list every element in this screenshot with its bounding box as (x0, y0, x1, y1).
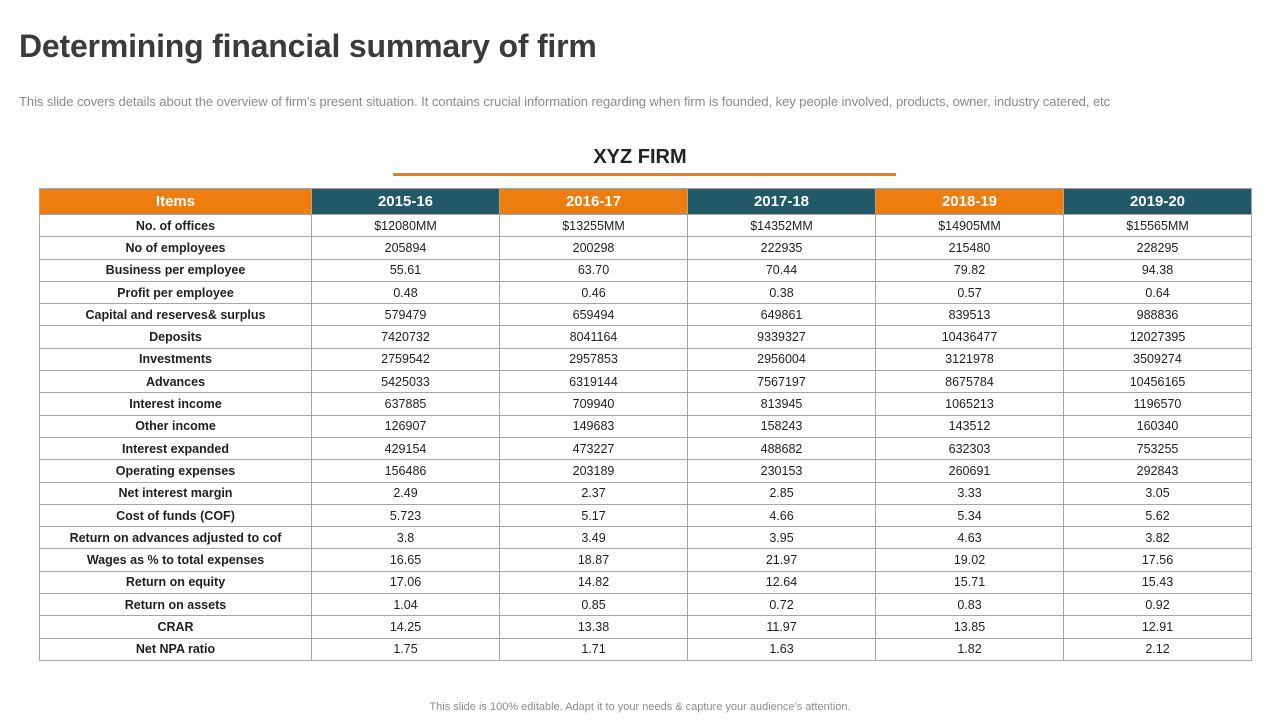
value-cell: 429154 (312, 437, 500, 459)
table-row (40, 237, 1252, 259)
value-cell: 55.61 (312, 259, 500, 281)
value-cell: 12.64 (688, 571, 876, 593)
value-cell: $13255MM (500, 215, 688, 237)
value-cell: 3.05 (1064, 482, 1252, 504)
value-cell: 3509274 (1064, 348, 1252, 370)
value-cell: 292843 (1064, 460, 1252, 482)
value-cell: 14.82 (500, 571, 688, 593)
table-row (40, 415, 1252, 437)
value-cell: 13.85 (876, 616, 1064, 638)
value-cell: 659494 (500, 304, 688, 326)
value-cell: 0.57 (876, 281, 1064, 303)
value-cell: 3.95 (688, 527, 876, 549)
value-cell: 3.33 (876, 482, 1064, 504)
value-cell: 5.17 (500, 504, 688, 526)
table-row (40, 571, 1252, 593)
header-2016-17: 2016-17 (500, 189, 688, 215)
row-label-cell: Interest income (40, 393, 312, 415)
value-cell: 7420732 (312, 326, 500, 348)
table-body (40, 215, 1252, 661)
table-row (40, 326, 1252, 348)
table-row (40, 348, 1252, 370)
value-cell: 2957853 (500, 348, 688, 370)
row-label-cell: CRAR (40, 616, 312, 638)
value-cell: 205894 (312, 237, 500, 259)
table-row (40, 638, 1252, 660)
value-cell: 473227 (500, 437, 688, 459)
row-label-cell: Business per employee (40, 259, 312, 281)
table-row (40, 616, 1252, 638)
value-cell: 21.97 (688, 549, 876, 571)
row-label-cell: Cost of funds (COF) (40, 504, 312, 526)
value-cell: 13.38 (500, 616, 688, 638)
row-label-cell: Interest expanded (40, 437, 312, 459)
value-cell: $14905MM (876, 215, 1064, 237)
value-cell: 203189 (500, 460, 688, 482)
value-cell: 222935 (688, 237, 876, 259)
value-cell: $15565MM (1064, 215, 1252, 237)
value-cell: 12.91 (1064, 616, 1252, 638)
value-cell: 0.38 (688, 281, 876, 303)
value-cell: 7567197 (688, 371, 876, 393)
value-cell: 1.04 (312, 594, 500, 616)
value-cell: 2956004 (688, 348, 876, 370)
value-cell: 16.65 (312, 549, 500, 571)
table-row (40, 482, 1252, 504)
table-row (40, 437, 1252, 459)
value-cell: 5425033 (312, 371, 500, 393)
table-row (40, 393, 1252, 415)
value-cell: 158243 (688, 415, 876, 437)
value-cell: 2.85 (688, 482, 876, 504)
value-cell: 637885 (312, 393, 500, 415)
row-label-cell: Capital and reserves& surplus (40, 304, 312, 326)
table-row (40, 460, 1252, 482)
table-row (40, 281, 1252, 303)
value-cell: 18.87 (500, 549, 688, 571)
value-cell: 70.44 (688, 259, 876, 281)
table-header-row (40, 189, 1252, 215)
row-label-cell: No of employees (40, 237, 312, 259)
table-row (40, 304, 1252, 326)
value-cell: 260691 (876, 460, 1064, 482)
value-cell: 63.70 (500, 259, 688, 281)
table-title: XYZ FIRM (593, 146, 687, 168)
value-cell: 8041164 (500, 326, 688, 348)
value-cell: 0.64 (1064, 281, 1252, 303)
value-cell: 149683 (500, 415, 688, 437)
value-cell: 126907 (312, 415, 500, 437)
value-cell: 143512 (876, 415, 1064, 437)
value-cell: 11.97 (688, 616, 876, 638)
row-label-cell: Wages as % to total expenses (40, 549, 312, 571)
row-label-cell: No. of offices (40, 215, 312, 237)
value-cell: 2.49 (312, 482, 500, 504)
value-cell: 3.82 (1064, 527, 1252, 549)
row-label-cell: Net interest margin (40, 482, 312, 504)
value-cell: 230153 (688, 460, 876, 482)
value-cell: 988836 (1064, 304, 1252, 326)
value-cell: 0.85 (500, 594, 688, 616)
value-cell: 2.37 (500, 482, 688, 504)
value-cell: 1.75 (312, 638, 500, 660)
table-row (40, 371, 1252, 393)
row-label-cell: Deposits (40, 326, 312, 348)
value-cell: 3121978 (876, 348, 1064, 370)
value-cell: 79.82 (876, 259, 1064, 281)
table-row (40, 259, 1252, 281)
value-cell: 632303 (876, 437, 1064, 459)
value-cell: 753255 (1064, 437, 1252, 459)
value-cell: 160340 (1064, 415, 1252, 437)
value-cell: 579479 (312, 304, 500, 326)
value-cell: 12027395 (1064, 326, 1252, 348)
value-cell: $14352MM (688, 215, 876, 237)
value-cell: 5.62 (1064, 504, 1252, 526)
value-cell: 0.48 (312, 281, 500, 303)
value-cell: 839513 (876, 304, 1064, 326)
value-cell: 15.71 (876, 571, 1064, 593)
value-cell: 228295 (1064, 237, 1252, 259)
table-row (40, 504, 1252, 526)
value-cell: 94.38 (1064, 259, 1252, 281)
value-cell: 10436477 (876, 326, 1064, 348)
value-cell: 3.8 (312, 527, 500, 549)
value-cell: 17.56 (1064, 549, 1252, 571)
value-cell: 19.02 (876, 549, 1064, 571)
value-cell: 1.63 (688, 638, 876, 660)
value-cell: 0.72 (688, 594, 876, 616)
table-row (40, 594, 1252, 616)
table-row (40, 215, 1252, 237)
value-cell: 1.82 (876, 638, 1064, 660)
value-cell: 3.49 (500, 527, 688, 549)
value-cell: 1.71 (500, 638, 688, 660)
header-2019-20: 2019-20 (1064, 189, 1252, 215)
value-cell: 488682 (688, 437, 876, 459)
value-cell: 2759542 (312, 348, 500, 370)
value-cell: 709940 (500, 393, 688, 415)
row-label-cell: Investments (40, 348, 312, 370)
page-title: Determining financial summary of firm (19, 28, 597, 64)
value-cell: 0.83 (876, 594, 1064, 616)
row-label-cell: Profit per employee (40, 281, 312, 303)
value-cell: 5.723 (312, 504, 500, 526)
value-cell: 813945 (688, 393, 876, 415)
value-cell: 0.92 (1064, 594, 1252, 616)
footer-note: This slide is 100% editable. Adapt it to your needs & capture your audience’s attention. (429, 701, 851, 713)
value-cell: 6319144 (500, 371, 688, 393)
row-label-cell: Return on equity (40, 571, 312, 593)
header-2017-18: 2017-18 (688, 189, 876, 215)
value-cell: 1196570 (1064, 393, 1252, 415)
value-cell: 215480 (876, 237, 1064, 259)
row-label-cell: Return on advances adjusted to cof (40, 527, 312, 549)
row-label-cell: Net NPA ratio (40, 638, 312, 660)
value-cell: 2.12 (1064, 638, 1252, 660)
page-subtitle: This slide covers details about the overview of firm’s present situation. It contains crucial information regarding when firm is founded, key people involved, products, owner, industry catered, etc (19, 94, 1111, 109)
value-cell: 8675784 (876, 371, 1064, 393)
header-2015-16: 2015-16 (312, 189, 500, 215)
value-cell: 156486 (312, 460, 500, 482)
value-cell: 4.66 (688, 504, 876, 526)
value-cell: 15.43 (1064, 571, 1252, 593)
value-cell: 10456165 (1064, 371, 1252, 393)
financial-summary-table (39, 188, 1252, 661)
value-cell: 14.25 (312, 616, 500, 638)
value-cell: 0.46 (500, 281, 688, 303)
table-title-underline (393, 173, 896, 176)
value-cell: 1065213 (876, 393, 1064, 415)
value-cell: $12080MM (312, 215, 500, 237)
row-label-cell: Other income (40, 415, 312, 437)
row-label-cell: Return on assets (40, 594, 312, 616)
value-cell: 200298 (500, 237, 688, 259)
header-items: Items (40, 189, 312, 215)
value-cell: 4.63 (876, 527, 1064, 549)
header-2018-19: 2018-19 (876, 189, 1064, 215)
value-cell: 649861 (688, 304, 876, 326)
value-cell: 9339327 (688, 326, 876, 348)
value-cell: 17.06 (312, 571, 500, 593)
table-row (40, 549, 1252, 571)
value-cell: 5.34 (876, 504, 1064, 526)
table-row (40, 527, 1252, 549)
row-label-cell: Advances (40, 371, 312, 393)
row-label-cell: Operating expenses (40, 460, 312, 482)
